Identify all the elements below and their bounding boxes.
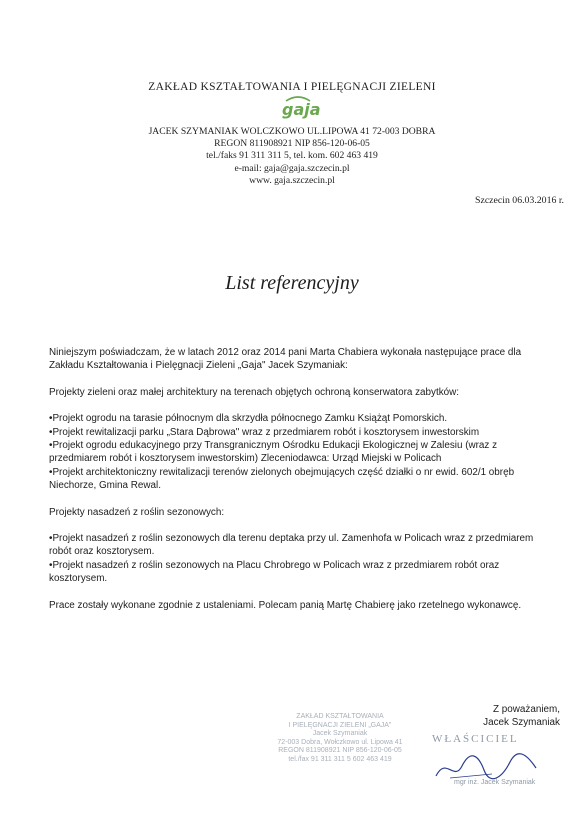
closing-greeting: Z poważaniem, [493, 704, 560, 715]
phone-numbers: tel./faks 91 311 311 5, tel. kom. 602 463 419 [206, 150, 378, 162]
conclusion-paragraph: Prace zostały wykonane zgodnie z ustaleniami. Polecam panią Martę Chabierę jako rzetelnego wykonawcę. [49, 599, 522, 611]
stamp-line: Jacek Szymaniak [312, 730, 368, 737]
regon-nip: REGON 811908921 NIP 856-120-06-05 [214, 138, 370, 150]
document-title: List referencyjny [225, 272, 359, 294]
section1-item: •Projekt ogrodu edukacyjnego przy Transgranicznym Ośrodku Edukacji Ekologicznej w Zalesiu (wraz z przedmiarem robót i kosztorysem inwestorskim) Zleceniodawca: Urząd Miejski w Policach [49, 440, 498, 465]
stamp-line: tel./fax 91 311 311 5 602 463 419 [288, 755, 392, 763]
section2-heading: Projekty nasadzeń z roślin sezonowych: [49, 506, 225, 518]
stamp-line: I PIELĘGNACJI ZIELENI „GAJA" [288, 721, 392, 729]
section1-item: •Projekt architektoniczny rewitalizacji terenów zielonych obejmujących część działki o nr ewid. 602/1 obręb Niechorze, Gmina Rewal. [49, 466, 515, 492]
owner-address: JACEK SZYMANIAK WOLCZKOWO UL.LIPOWA 41 72-003 DOBRA [148, 126, 436, 137]
letter-body [49, 346, 544, 612]
closing [420, 703, 560, 729]
website: www. gaja.szczecin.pl [249, 174, 335, 186]
logo-text: gaja [282, 100, 321, 119]
handwritten-signature [432, 748, 542, 788]
signature-note: mgr inż. Jacek Szymaniak [454, 779, 536, 786]
company-name: ZAKŁAD KSZTAŁTOWANIA I PIELĘGNACJI ZIELENI [148, 81, 436, 93]
gaja-logo [280, 95, 321, 121]
stamp-line: REGON 811908921 NIP 856-120-06-05 [278, 747, 402, 754]
email-address: e-mail: gaja@gaja.szczecin.pl [234, 162, 350, 174]
stamp-line: ZAKŁAD KSZTAŁTOWANIA [296, 713, 384, 720]
section2-item: •Projekt nasadzeń z roślin sezonowych na Placu Chrobrego w Policach wraz z przedmiarem robót oraz kosztorysem. [49, 559, 500, 585]
section2-item: •Projekt nasadzeń z roślin sezonowych dla terenu deptaka przy ul. Zamenhofa w Policach wraz z przedmiarem robót oraz kosztorysem. [49, 533, 534, 558]
section1-heading: Projekty zieleni oraz małej architektury na terenach objętych ochroną konserwatora zabytków: [49, 386, 460, 398]
company-stamp [270, 713, 410, 764]
stamp-line: 72-003 Dobra, Wołczkowo ul. Lipowa 41 [277, 738, 403, 746]
closing-name: Jacek Szymaniak [483, 717, 560, 728]
section1-item: •Projekt ogrodu na tarasie północnym dla skrzydła północnego Zamku Książąt Pomorskich. [49, 413, 448, 425]
letter-date: Szczecin 06.03.2016 r. [475, 195, 564, 206]
owner-stamp: WŁAŚCICIEL [432, 733, 519, 745]
letterhead-contact [0, 126, 584, 187]
section1-item: •Projekt rewitalizacji parku „Stara Dąbrowa" wraz z przedmiarem robót i kosztorysem inwestorskim [49, 426, 480, 438]
intro-paragraph: Niniejszym poświadczam, że w latach 2012 oraz 2014 pani Marta Chabiera wykonała następujące prace dla Zakładu Kształtowania i Pielęgnacji Zieleni „Gaja" Jacek Szymaniak: [49, 347, 522, 372]
